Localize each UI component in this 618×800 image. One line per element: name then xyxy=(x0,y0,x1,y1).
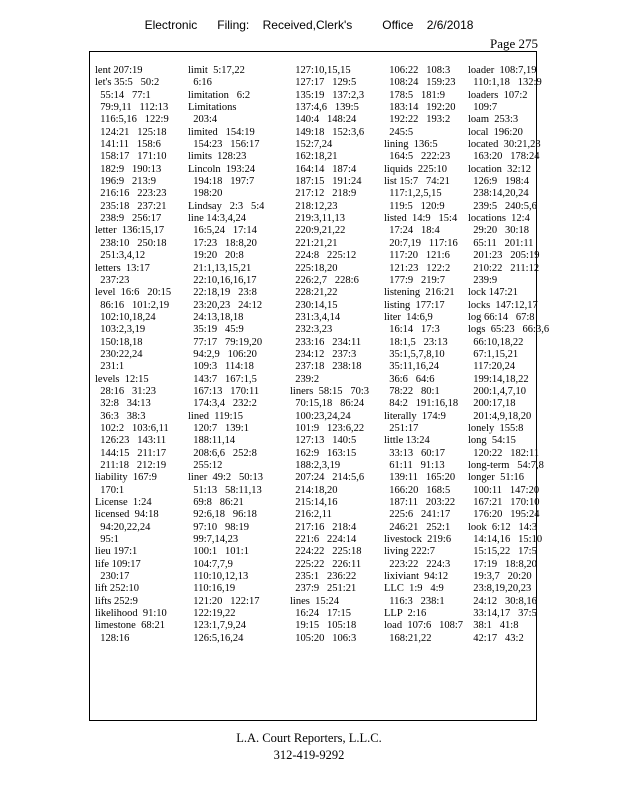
index-entry: 116:3 238:1 xyxy=(384,595,445,607)
index-entry: 36:6 64:6 xyxy=(384,373,435,385)
index-entry: 183:14 192:20 xyxy=(384,102,456,114)
index-entry: 94:2,9 106:20 xyxy=(188,348,257,360)
index-entry: 235:1 236:22 xyxy=(290,571,357,583)
index-entry: 19:3,7 20:20 xyxy=(468,571,532,583)
index-entry: 119:5 120:9 xyxy=(384,200,445,212)
index-entry: 140:4 148:24 xyxy=(290,114,357,126)
index-entry: 97:10 98:19 xyxy=(188,521,249,533)
index-entry: 23:8,19,20,23 xyxy=(468,583,532,595)
index-entry: 224:22 225:18 xyxy=(290,546,362,558)
index-entry: 101:9 123:6,22 xyxy=(290,422,365,434)
index-entry: 170:1 xyxy=(95,484,125,496)
index-entry: 225:22 226:11 xyxy=(290,558,362,570)
index-entry: 100:23,24,24 xyxy=(290,410,351,422)
index-entry: 79:9,11 112:13 xyxy=(95,102,169,114)
index-entry: 109:3 114:18 xyxy=(188,361,254,373)
index-entry: 110:1,18 132:9 xyxy=(468,77,542,89)
index-entry: 108:24 159:23 xyxy=(384,77,456,89)
index-entry: 100:1 101:1 xyxy=(188,546,249,558)
index-entry: 126:5,16,24 xyxy=(188,632,244,644)
index-entry: 105:20 106:3 xyxy=(290,632,357,644)
index-entry: 67:1,15,21 xyxy=(468,348,519,360)
index-entry: 214:18,20 xyxy=(290,484,338,496)
index-entry: 36:3 38:3 xyxy=(95,410,146,422)
index-entry: listening 216:21 xyxy=(384,287,455,299)
index-entry: liter 14:6,9 xyxy=(384,311,433,323)
index-entry: long-term 54:7,8 xyxy=(468,460,544,471)
index-entry: lent 207:19 xyxy=(95,65,143,76)
index-entry: 78:22 80:1 xyxy=(384,385,440,397)
index-entry: liner 49:2 50:13 xyxy=(188,472,263,484)
index-entry: 196:9 213:9 xyxy=(95,176,156,188)
index-entry: look 6:12 14:3 xyxy=(468,521,538,533)
index-entry: 237:23 xyxy=(95,274,130,286)
index-entry: 69:8 86:21 xyxy=(188,497,244,509)
index-entry: 16:24 17:15 xyxy=(290,608,351,620)
index-entry: 102:10,18,24 xyxy=(95,311,156,323)
index-entry: 122:19,22 xyxy=(188,608,236,620)
index-entry: loaders 107:2 xyxy=(468,89,528,101)
index-entry: list 15:7 74:21 xyxy=(384,176,450,188)
index-entry: 103:2,3,19 xyxy=(95,324,146,336)
index-entry: listed 14:9 15:4 xyxy=(384,213,458,225)
index-entry: 35:1,5,7,8,10 xyxy=(384,348,445,360)
index-entry: 17:19 18:8,20 xyxy=(468,558,537,570)
index-entry: 217:16 218:4 xyxy=(290,521,357,533)
index-entry: 203:4 xyxy=(188,114,218,126)
index-entry: 225:6 241:17 xyxy=(384,509,451,521)
index-entry: LLC 1:9 4:9 xyxy=(384,583,444,595)
index-entry: logs 65:23 66:3,6 xyxy=(468,324,550,336)
index-entry: locations 12:4 xyxy=(468,213,530,225)
index-entry: 221:6 224:14 xyxy=(290,534,357,546)
index-entry: limits 128:23 xyxy=(188,151,247,163)
index-entry: 152:7,24 xyxy=(290,139,333,151)
index-entry: 177:9 219:7 xyxy=(384,274,445,286)
index-entry: 228:21,22 xyxy=(290,287,338,299)
index-entry: located 30:21,23 xyxy=(468,139,541,151)
index-entry: 22:18,19 23:8 xyxy=(188,287,257,299)
index-entry: listing 177:17 xyxy=(384,299,445,311)
index-entry: 128:16 xyxy=(95,632,130,644)
index-entry: 182:9 190:13 xyxy=(95,163,162,175)
index-entry: 77:17 79:19,20 xyxy=(188,336,263,348)
word-index-frame xyxy=(89,51,550,721)
reporter-name: L.A. Court Reporters, L.L.C. xyxy=(236,731,382,745)
index-entry: 24:13,18,18 xyxy=(188,311,244,323)
index-entry: limitation 6:2 xyxy=(188,89,251,101)
index-entry: 127:17 129:5 xyxy=(290,77,357,89)
index-entry: 162:9 163:15 xyxy=(290,447,357,459)
index-entry: 24:12 30:8,16 xyxy=(468,595,537,607)
index-entry: 42:17 43:2 xyxy=(468,632,524,644)
index-entry: 15:15,22 17:5 xyxy=(468,546,537,558)
index-entry: 150:18,18 xyxy=(95,336,143,348)
index-entry: 163:20 178:24 xyxy=(468,151,540,163)
index-entry: 167:21 170:10 xyxy=(468,497,540,509)
index-entry: 102:2 103:6,11 xyxy=(95,422,169,434)
index-entry: 233:16 234:11 xyxy=(290,336,362,348)
index-entry: 239:5 240:5,6 xyxy=(468,200,537,212)
index-entry: 230:22,24 xyxy=(95,348,143,360)
index-entry: lifts 252:9 xyxy=(95,595,138,607)
index-entry: 84:2 191:16,18 xyxy=(384,398,459,410)
index-entry: 18:1,5 23:13 xyxy=(384,336,448,348)
index-entry: 245:5 xyxy=(384,126,414,138)
index-entry: letters 13:17 xyxy=(95,262,150,274)
index-entry: 220:9,21,22 xyxy=(290,225,346,237)
index-entry: 117:20,24 xyxy=(468,361,516,373)
index-entry: 238:14,20,24 xyxy=(468,188,529,200)
index-entry: 208:6,6 252:8 xyxy=(188,447,257,459)
index-entry: 200:1,4,7,10 xyxy=(468,385,527,397)
index-entry: 211:18 212:19 xyxy=(95,460,167,471)
index-entry: 109:7 xyxy=(468,102,498,114)
index-entry: licensed 94:18 xyxy=(95,509,159,521)
index-entry: 188:11,14 xyxy=(188,435,236,447)
index-entry: 121:23 122:2 xyxy=(384,262,451,274)
index-entry: little 13:24 xyxy=(384,435,430,447)
index-entry: 226:2,7 228:6 xyxy=(290,274,359,286)
index-entry: 231:1 xyxy=(95,361,125,373)
index-entry: 246:21 252:1 xyxy=(384,521,451,533)
index-entry: 28:16 31:23 xyxy=(95,385,156,397)
index-entry: 164:5 222:23 xyxy=(384,151,451,163)
index-entry: 237:9 251:21 xyxy=(290,583,357,595)
index-entry: 223:22 224:3 xyxy=(384,558,451,570)
index-entry: 33:14,17 37:5 xyxy=(468,608,537,620)
index-entry: 70:15,18 86:24 xyxy=(290,398,365,410)
index-entry: 127:13 140:5 xyxy=(290,435,357,447)
index-entry: 110:10,12,13 xyxy=(188,571,249,583)
index-entry: 86:16 101:2,19 xyxy=(95,299,170,311)
index-entry: 61:11 91:13 xyxy=(384,460,445,471)
index-entry: 65:11 201:11 xyxy=(468,237,534,249)
index-entry: 29:20 30:18 xyxy=(468,225,529,237)
page-number: Page 275 xyxy=(489,36,538,51)
index-entry: 187:11 203:22 xyxy=(384,497,456,509)
index-entry: levels 12:15 xyxy=(95,373,149,385)
index-entry: 35:11,16,24 xyxy=(384,361,440,373)
index-entry: 178:5 181:9 xyxy=(384,89,445,101)
index-entry: 224:8 225:12 xyxy=(290,250,357,262)
index-entry: 16:5,24 17:14 xyxy=(188,225,257,237)
index-entry: 231:3,4,14 xyxy=(290,311,341,323)
index-entry: lock 147:21 xyxy=(468,287,518,299)
index-entry: livestock 219:6 xyxy=(384,534,452,546)
index-entry: liners 58:15 70:3 xyxy=(290,385,370,397)
index-column-4 xyxy=(384,65,463,645)
index-entry: 127:10,15,15 xyxy=(290,65,351,76)
index-entry: 55:14 77:1 xyxy=(95,89,151,101)
index-entry: 201:4,9,18,20 xyxy=(468,410,532,422)
index-entry: 120:7 139:1 xyxy=(188,422,249,434)
index-entry: lonely 155:8 xyxy=(468,422,524,434)
index-entry: 187:15 191:24 xyxy=(290,176,362,188)
index-entry: 238:10 250:18 xyxy=(95,237,167,249)
index-entry: LLP 2:16 xyxy=(384,608,427,620)
index-entry: limited 154:19 xyxy=(188,126,255,138)
reporter-phone: 312-419-9292 xyxy=(273,748,345,762)
index-entry: 166:20 168:5 xyxy=(384,484,451,496)
index-entry: 117:20 121:6 xyxy=(384,250,450,262)
index-entry: lieu 197:1 xyxy=(95,546,138,558)
index-entry: 19:20 20:8 xyxy=(188,250,244,262)
index-entry: load 107:6 108:7 xyxy=(384,620,464,632)
index-entry: literally 174:9 xyxy=(384,410,446,422)
index-entry: 123:1,7,9,24 xyxy=(188,620,247,632)
index-entry: 235:18 237:21 xyxy=(95,200,167,212)
index-entry: 176:20 195:24 xyxy=(468,509,540,521)
index-entry: 94:20,22,24 xyxy=(95,521,151,533)
index-entry: 104:7,7,9 xyxy=(188,558,233,570)
index-entry: lines 15:24 xyxy=(290,595,339,607)
index-entry: Lincoln 193:24 xyxy=(188,163,256,175)
index-entry: letter 136:15,17 xyxy=(95,225,165,237)
index-entry: living 222:7 xyxy=(384,546,436,558)
index-entry: 100:11 147:20 xyxy=(468,484,540,496)
index-entry: 174:3,4 232:2 xyxy=(188,398,257,410)
index-entry: 239:9 xyxy=(468,274,498,286)
index-entry: 51:13 58:11,13 xyxy=(188,484,262,496)
index-entry: 124:21 125:18 xyxy=(95,126,167,138)
index-entry: locks 147:12,17 xyxy=(468,299,538,311)
index-entry: 199:14,18,22 xyxy=(468,373,529,385)
index-entry: line 14:3,4,24 xyxy=(188,213,247,225)
index-entry: 238:9 256:17 xyxy=(95,213,162,225)
index-entry: 230:17 xyxy=(95,571,130,583)
index-entry: 22:10,16,16,17 xyxy=(188,274,257,286)
index-entry: 234:12 237:3 xyxy=(290,348,357,360)
index-entry: Lindsay 2:3 5:4 xyxy=(188,200,265,212)
index-entry: likelihood 91:10 xyxy=(95,608,167,620)
index-entry: long 54:15 xyxy=(468,435,516,447)
index-entry: 95:1 xyxy=(95,534,119,546)
index-entry: 92:6,18 96:18 xyxy=(188,509,257,521)
index-entry: 21:1,13,15,21 xyxy=(188,262,252,274)
index-entry: 194:18 197:7 xyxy=(188,176,255,188)
index-entry: 251:17 xyxy=(384,422,419,434)
index-entry: 126:23 143:11 xyxy=(95,435,167,447)
index-entry: 17:24 18:4 xyxy=(384,225,440,237)
index-entry: 215:14,16 xyxy=(290,497,338,509)
index-entry: 149:18 152:3,6 xyxy=(290,126,365,138)
index-entry: limit 5:17,22 xyxy=(188,65,245,76)
index-column-2 xyxy=(188,65,264,645)
index-entry: log 66:14 67:8 xyxy=(468,311,535,323)
index-entry: 14:14,16 15:10 xyxy=(468,534,543,546)
index-entry: 255:12 xyxy=(188,460,223,471)
index-entry: 137:4,6 139:5 xyxy=(290,102,359,114)
index-entry: location 32:12 xyxy=(468,163,531,175)
index-entry: 117:1,2,5,15 xyxy=(384,188,442,200)
index-entry: 207:24 214:5,6 xyxy=(290,472,365,484)
index-column-1 xyxy=(95,65,171,645)
index-entry: 139:11 165:20 xyxy=(384,472,456,484)
index-entry: 216:16 223:23 xyxy=(95,188,167,200)
index-entry: 66:10,18,22 xyxy=(468,336,524,348)
index-entry: 23:20,23 24:12 xyxy=(188,299,263,311)
index-entry: 106:22 108:3 xyxy=(384,65,451,76)
index-entry: lined 119:15 xyxy=(188,410,244,422)
index-entry: liquids 225:10 xyxy=(384,163,448,175)
index-entry: lining 136:5 xyxy=(384,139,438,151)
index-entry: 239:2 xyxy=(290,373,320,385)
index-entry: 158:17 171:10 xyxy=(95,151,167,163)
index-entry: 141:11 158:6 xyxy=(95,139,161,151)
index-entry: limestone 68:21 xyxy=(95,620,165,632)
index-entry: Limitations xyxy=(188,102,237,114)
index-entry: 164:14 187:4 xyxy=(290,163,357,175)
index-entry: 121:20 122:17 xyxy=(188,595,260,607)
index-entry: 135:19 137:2,3 xyxy=(290,89,365,101)
index-entry: 210:22 211:12 xyxy=(468,262,540,274)
index-entry: 162:18,21 xyxy=(290,151,338,163)
index-entry: 201:23 205:19 xyxy=(468,250,540,262)
index-entry: 19:15 105:18 xyxy=(290,620,357,632)
index-entry: 110:16,19 xyxy=(188,583,236,595)
index-entry: License 1:24 xyxy=(95,497,152,509)
index-entry: 230:14,15 xyxy=(290,299,338,311)
index-entry: 17:23 18:8,20 xyxy=(188,237,257,249)
index-entry: loader 108:7,19 xyxy=(468,65,537,76)
index-entry: 20:7,19 117:16 xyxy=(384,237,458,249)
index-entry: 188:2,3,19 xyxy=(290,460,341,471)
index-entry: 32:8 34:13 xyxy=(95,398,151,410)
index-entry: 116:5,16 122:9 xyxy=(95,114,169,126)
index-entry: longer 51:16 xyxy=(468,472,524,484)
index-entry: liability 167:9 xyxy=(95,472,157,484)
index-entry: 38:1 41:8 xyxy=(468,620,519,632)
index-entry: 16:14 17:3 xyxy=(384,324,440,336)
index-entry: 218:12,23 xyxy=(290,200,338,212)
index-entry: 216:2,11 xyxy=(290,509,332,521)
index-entry: level 16:6 20:15 xyxy=(95,287,172,299)
index-entry: 144:15 211:17 xyxy=(95,447,167,459)
index-entry: 237:18 238:18 xyxy=(290,361,362,373)
index-entry: 143:7 167:1,5 xyxy=(188,373,257,385)
index-entry: 167:13 170:11 xyxy=(188,385,260,397)
index-column-5 xyxy=(468,65,549,645)
index-entry: 33:13 60:17 xyxy=(384,447,445,459)
index-entry: lift 252:10 xyxy=(95,583,140,595)
index-entry: 217:12 218:9 xyxy=(290,188,357,200)
index-entry: local 196:20 xyxy=(468,126,523,138)
index-entry: let's 35:5 50:2 xyxy=(95,77,160,89)
index-entry: 35:19 45:9 xyxy=(188,324,244,336)
index-entry: 126:9 198:4 xyxy=(468,176,529,188)
index-column-3 xyxy=(290,65,369,645)
index-entry: lixiviant 94:12 xyxy=(384,571,449,583)
index-entry: 120:22 182:11 xyxy=(468,447,540,459)
index-entry: 219:3,11,13 xyxy=(290,213,346,225)
electronic-filing-header: Electronic Filing: Received,Clerk's Office 2/6/2018 xyxy=(144,18,474,32)
index-entry: 99:7,14,23 xyxy=(188,534,239,546)
index-entry: 198:20 xyxy=(188,188,223,200)
index-entry: 200:17,18 xyxy=(468,398,516,410)
index-entry: 232:3,23 xyxy=(290,324,333,336)
index-entry: 6:16 xyxy=(188,77,212,89)
index-entry: 225:18,20 xyxy=(290,262,338,274)
index-entry: life 109:17 xyxy=(95,558,141,570)
index-entry: loam 253:3 xyxy=(468,114,519,126)
index-entry: 168:21,22 xyxy=(384,632,432,644)
index-entry: 154:23 156:17 xyxy=(188,139,260,151)
index-entry: 251:3,4,12 xyxy=(95,250,146,262)
index-entry: 192:22 193:2 xyxy=(384,114,451,126)
index-entry: 221:21,21 xyxy=(290,237,338,249)
